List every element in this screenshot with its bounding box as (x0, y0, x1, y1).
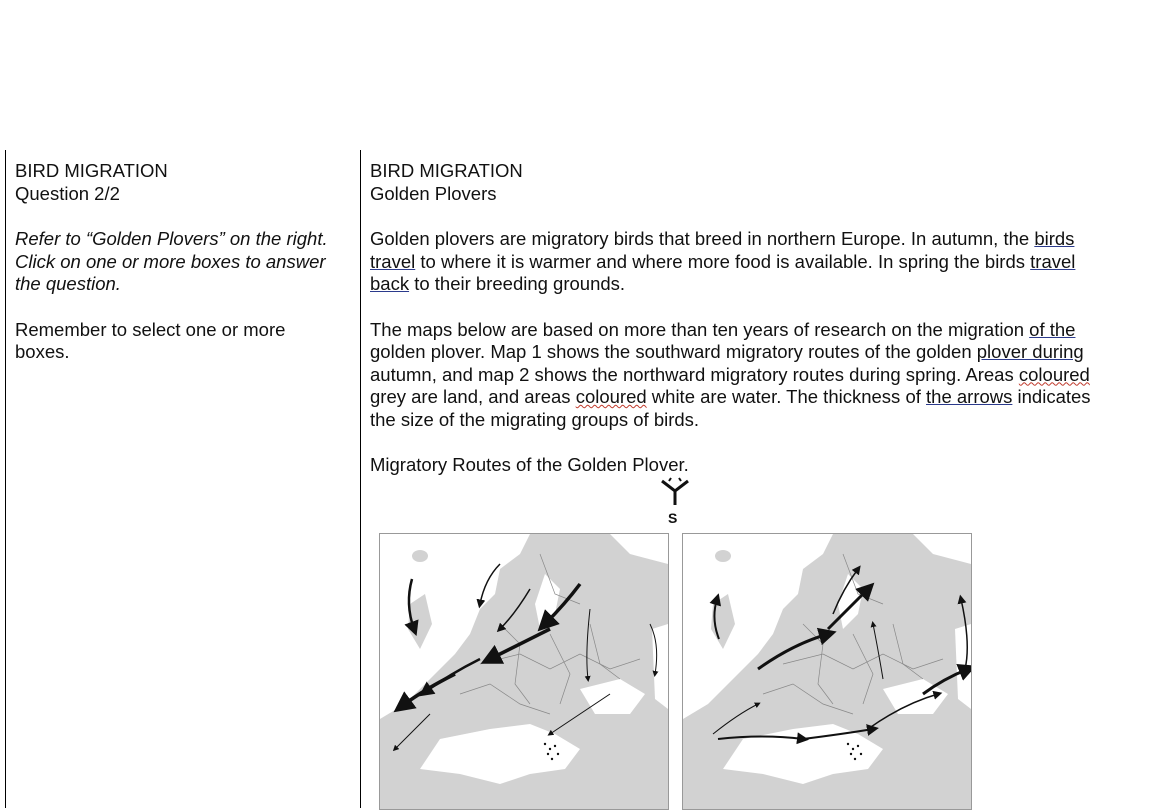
paragraph-line (370, 319, 1155, 342)
text-span: birds (1034, 228, 1075, 249)
paragraph-line (370, 228, 1155, 251)
text-span: plover during (976, 341, 1084, 362)
paragraph-line (370, 251, 1155, 274)
stimulus-panel (370, 160, 1155, 477)
paragraph-line (370, 273, 1155, 296)
text-span: to their breeding grounds. (409, 273, 626, 294)
text-span: golden plover. Map 1 shows the southward migratory routes of the golden (370, 341, 977, 362)
text-span: white are water. The thickness of (646, 386, 927, 407)
text-span: grey are land, and areas (370, 386, 576, 407)
text-span: travel (1030, 250, 1076, 272)
question-panel (15, 160, 353, 364)
figure-caption: Migratory Routes of the Golden Plover. (370, 454, 689, 475)
europe-map-autumn-icon (380, 534, 668, 809)
text-span: autumn, and map 2 shows the northward migratory routes during spring. Areas (370, 363, 1019, 385)
instruction-line: Click on one or more boxes to answer (15, 250, 326, 272)
text-span: the arrows (926, 386, 1013, 407)
text-span: back (370, 273, 410, 294)
text-span: coloured (575, 386, 647, 407)
stimulus-title: BIRD MIGRATION (370, 160, 523, 181)
text-span: Golden plovers are migratory birds that breed in northern Europe. In autumn, the (370, 228, 1035, 249)
text-span: of the (1029, 318, 1076, 340)
stimulus-subtitle: Golden Plovers (370, 182, 497, 204)
instruction-line: Refer to “Golden Plovers” on the right. (15, 228, 328, 249)
map-1-autumn (379, 533, 669, 810)
europe-map-spring-icon (683, 534, 971, 809)
question-number: Question 2/2 (15, 182, 120, 204)
text-span: indicates (1012, 386, 1091, 407)
question-title: BIRD MIGRATION (15, 160, 168, 181)
reminder-line: boxes. (15, 341, 70, 362)
text-span: travel (370, 250, 416, 272)
column-divider-middle (360, 150, 361, 808)
instruction-line: the question. (15, 273, 121, 294)
paragraph-line (370, 341, 1155, 364)
map-2-spring (682, 533, 972, 810)
paragraph-line: the size of the migrating groups of birds. (370, 408, 700, 430)
paragraph-line (370, 386, 1155, 409)
reminder-line: Remember to select one or more (15, 318, 286, 340)
compass-south-label: S (668, 510, 678, 526)
text-span: coloured (1018, 363, 1090, 385)
text-span: to where it is warmer and where more food is available. In spring the birds (415, 250, 1031, 272)
column-divider-left (5, 150, 6, 808)
text-span: The maps below are based on more than ten years of research on the migration (370, 318, 1030, 340)
paragraph-line (370, 364, 1155, 387)
